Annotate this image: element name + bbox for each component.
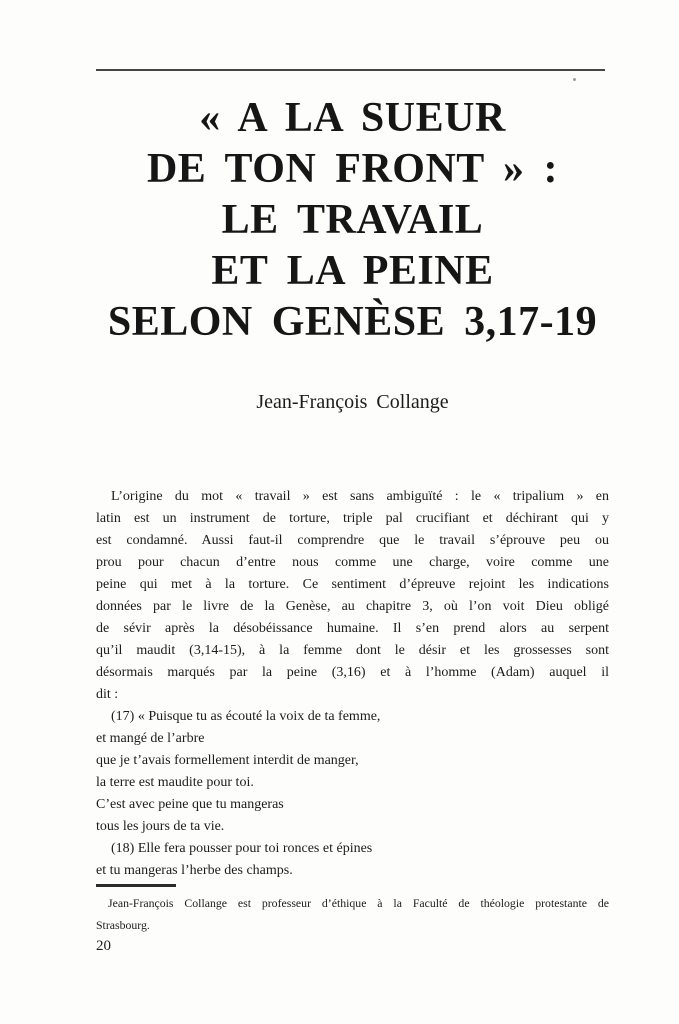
- verse-line: que je t’avais formellement interdit de manger,: [96, 753, 359, 768]
- page-number: 20: [96, 938, 111, 954]
- verse-block: [96, 706, 609, 882]
- paragraph-line: est condamné. Aussi faut-il comprendre que le travail s’éprouve peu ou: [96, 533, 609, 548]
- verse-line: tous les jours de ta vie.: [96, 819, 225, 834]
- title-line: SELON GENÈSE 3,17-19: [107, 299, 598, 345]
- author-name: Jean-François Collange: [256, 391, 449, 413]
- paragraph-line: latin est un instrument de torture, triple pal crucifiant et déchirant qui y: [96, 511, 609, 526]
- header-rule: [96, 69, 605, 71]
- footnote-rule: [96, 884, 176, 887]
- verse-line: (17) « Puisque tu as écouté la voix de ta femme,: [111, 709, 381, 724]
- footnote: [96, 894, 609, 938]
- verse-line: et mangé de l’arbre: [96, 731, 205, 746]
- paragraph-line: qu’il maudit (3,14-15), à la femme dont le désir et les grossesses sont: [96, 643, 609, 658]
- scan-speckle: [573, 78, 576, 81]
- title-line: ET LA PEINE: [211, 248, 494, 294]
- verse-line: la terre est maudite pour toi.: [96, 775, 254, 790]
- title-line: LE TRAVAIL: [221, 197, 484, 243]
- paragraph-line: de sévir après la désobéissance humaine. Il s’en prend alors au serpent: [96, 621, 609, 636]
- article-title: [83, 93, 622, 348]
- intro-paragraph: [96, 486, 609, 706]
- title-line: DE TON FRONT » :: [146, 146, 559, 192]
- title-line: « A LA SUEUR: [199, 95, 506, 141]
- verse-line: C’est avec peine que tu mangeras: [96, 797, 284, 812]
- article-body: [96, 486, 609, 882]
- paragraph-line: dit :: [96, 687, 119, 702]
- paragraph-line: peine qui met à la torture. Ce sentiment d’épreuve rejoint les indications: [96, 577, 609, 592]
- paragraph-line: prou pour chacun d’entre nous comme une charge, voire comme une: [96, 555, 609, 570]
- footnote-line: Strasbourg.: [96, 918, 150, 932]
- footnote-line: Jean-François Collange est professeur d’éthique à la Faculté de théologie protestante de: [108, 896, 609, 910]
- paragraph-line: données par le livre de la Genèse, au chapitre 3, où l’on voit Dieu obligé: [96, 599, 609, 614]
- paragraph-line: L’origine du mot « travail » est sans ambiguïté : le « tripalium » en: [111, 489, 609, 504]
- paragraph-line: désormais marqués par la peine (3,16) et à l’homme (Adam) auquel il: [96, 665, 609, 680]
- verse-line: et tu mangeras l’herbe des champs.: [96, 863, 293, 878]
- verse-line: (18) Elle fera pousser pour toi ronces et épines: [111, 841, 373, 856]
